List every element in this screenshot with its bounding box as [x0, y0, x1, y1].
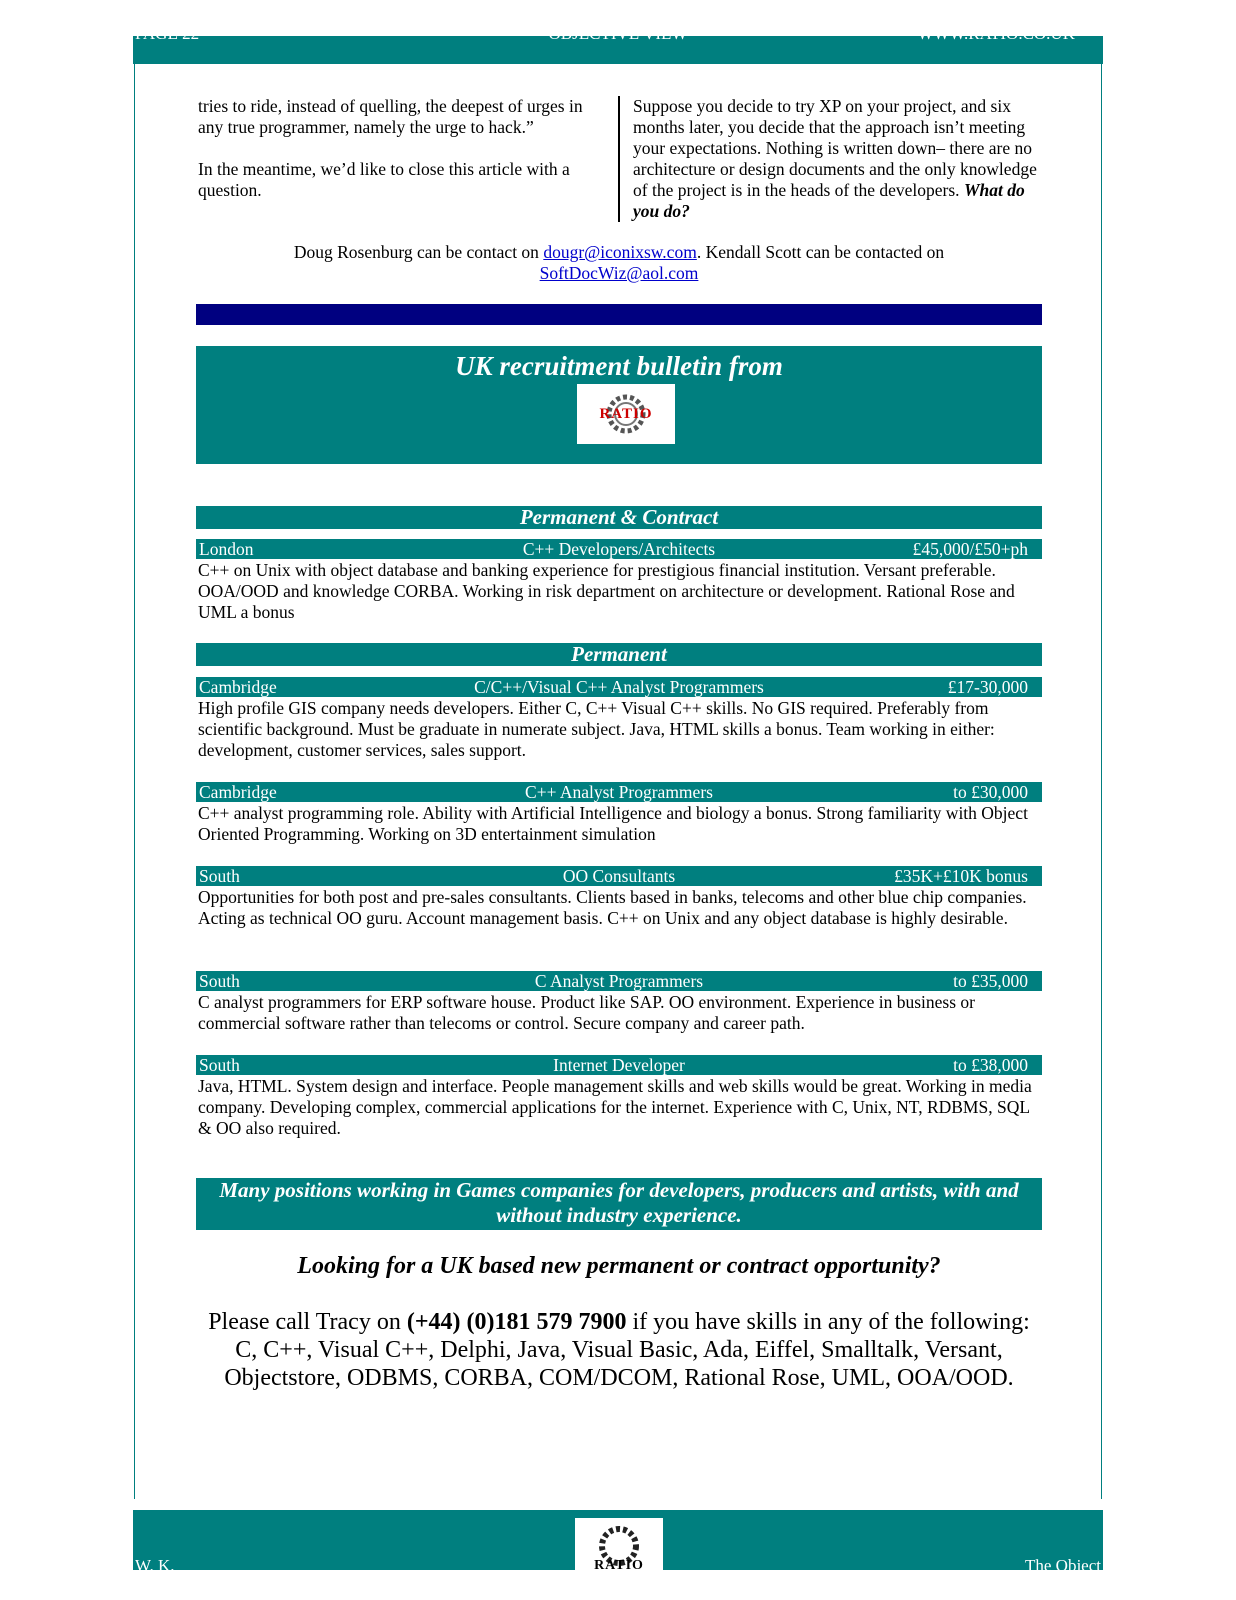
- article-paragraph: tries to ride, instead of quelling, the deepest of urges in any true programmer, namely the urge to hack.”: [198, 96, 583, 137]
- section-divider-bar: [196, 304, 1042, 325]
- contact-text: Doug Rosenburg can be contact on: [293, 242, 544, 262]
- job-salary: to £35,000: [953, 971, 1028, 991]
- section-header-permanent: Permanent: [196, 643, 1042, 666]
- job-location: South: [199, 866, 240, 886]
- job-title: OO Consultants: [562, 866, 676, 886]
- job-description: C++ analyst programming role. Ability with Artificial Intelligence and biology a bonus. Strong familiarity with Object Oriented Programming. Working on 3D entertainment simulation: [198, 803, 1028, 844]
- job-salary: £45,000/£50+ph: [912, 539, 1028, 559]
- recruitment-banner: [196, 346, 1042, 464]
- footer-right-text: The Object: [1025, 1556, 1101, 1575]
- games-banner: Many positions working in Games companies for developers, producers and artists, with and without industry experience.: [196, 1178, 1042, 1230]
- header-website: WWW.RATIO.CO.UK: [917, 24, 1075, 43]
- job-description: C analyst programmers for ERP software house. Product like SAP. OO environment. Experience in business or commercial software rather than telecoms or control. Secure company and career path.: [198, 992, 975, 1033]
- contact-text: . Kendall Scott can be contacted on: [696, 242, 945, 262]
- call-to-action: [196, 1308, 1042, 1392]
- job-location: London: [199, 539, 254, 559]
- job-description: High profile GIS company needs developers. Either C, C++ Visual C++ skills. No GIS required. Preferably from scientific background. Must be graduate in numerate subject. Java, HTML skills a bonus. Team working in either: development, customer services, sales support.: [198, 698, 995, 760]
- ratio-logo: [577, 384, 675, 444]
- job-location: Cambridge: [199, 677, 277, 697]
- author-contact: [198, 242, 1040, 284]
- page-footer: [133, 1510, 1103, 1575]
- job-description: Java, HTML. System design and interface. People management skills and web skills would be great. Working in media company. Developing complex, commercial applications for the internet. Experience with C, Unix, NT, RDBMS, SQL & OO also required.: [198, 1076, 1032, 1138]
- job-title: C/C++/Visual C++ Analyst Programmers: [474, 677, 764, 697]
- job-location: South: [199, 971, 240, 991]
- header-page-number: PAGE 22: [135, 24, 200, 43]
- job-title: C++ Analyst Programmers: [525, 782, 713, 802]
- job-header: [196, 866, 1042, 886]
- section-header-permanent-contract: Permanent & Contract: [196, 506, 1042, 529]
- article-left-column: [198, 96, 608, 201]
- header-publication: OBJECTIVE VIEW: [548, 24, 688, 43]
- job-description: Opportunities for both post and pre-sales consultants. Clients based in banks, telecoms and other blue chip companies. Acting as technical OO guru. Account management basis. C++ on Unix and any object database is highly desirable.: [198, 887, 1027, 928]
- callout-text: if you have skills in any of the following: C, C++, Visual C++, Delphi, Java, Visual Basic, Ada, Eiffel, Smalltalk, Versant, Objectstore, ODBMS, CORBA, COM/DCOM, Rational Rose, UML, OOA/OOD.: [224, 1309, 1030, 1391]
- job-location: Cambridge: [199, 782, 277, 802]
- email-link-softdocwiz[interactable]: SoftDocWiz@aol.com: [539, 263, 699, 283]
- job-salary: £35K+£10K bonus: [894, 866, 1028, 886]
- frame-right-border: [1101, 64, 1102, 1499]
- footer-ratio-logo: [575, 1518, 663, 1573]
- job-header: [196, 539, 1042, 559]
- logo-text: RATIO: [599, 405, 653, 422]
- footer-left-text: W. K.: [135, 1556, 175, 1575]
- bulletin-title: UK recruitment bulletin from: [455, 351, 783, 381]
- job-title: Internet Developer: [553, 1055, 685, 1075]
- job-description: C++ on Unix with object database and banking experience for prestigious financial institution. Versant preferable. OOA/OOD and knowledge CORBA. Working in risk department on architecture or development. Rational Rose and UML a bonus: [198, 560, 1015, 622]
- phone-number: (+44) (0)181 579 7900: [406, 1309, 627, 1335]
- job-salary: to £38,000: [953, 1055, 1028, 1075]
- logo-text: RATIO: [594, 1558, 644, 1573]
- job-salary: to £30,000: [953, 782, 1028, 802]
- job-salary: £17-30,000: [947, 677, 1028, 697]
- job-header: [196, 1055, 1042, 1075]
- job-location: South: [199, 1055, 240, 1075]
- job-header: [196, 677, 1042, 697]
- article-question: What do you do?: [633, 180, 1025, 221]
- article-paragraph: Suppose you decide to try XP on your project, and six months later, you decide that the approach isn’t meeting your expectations. Nothing is written down– there are no architecture or design documents and the only knowledge of the project is in the heads of the developers.: [633, 96, 1037, 200]
- article-right-column: [633, 96, 1043, 222]
- email-link-dougr[interactable]: dougr@iconixsw.com: [543, 242, 697, 262]
- looking-heading: Looking for a UK based new permanent or contract opportunity?: [297, 1253, 941, 1279]
- job-header: [196, 971, 1042, 991]
- article-paragraph: In the meantime, we’d like to close this article with a question.: [198, 159, 570, 200]
- job-title: C Analyst Programmers: [534, 971, 704, 991]
- callout-text: Please call Tracy on: [208, 1309, 407, 1335]
- job-header: [196, 782, 1042, 802]
- job-title: C++ Developers/Architects: [522, 539, 716, 559]
- page-header: [133, 24, 1103, 64]
- frame-left-border: [134, 64, 135, 1499]
- column-divider: [618, 96, 620, 222]
